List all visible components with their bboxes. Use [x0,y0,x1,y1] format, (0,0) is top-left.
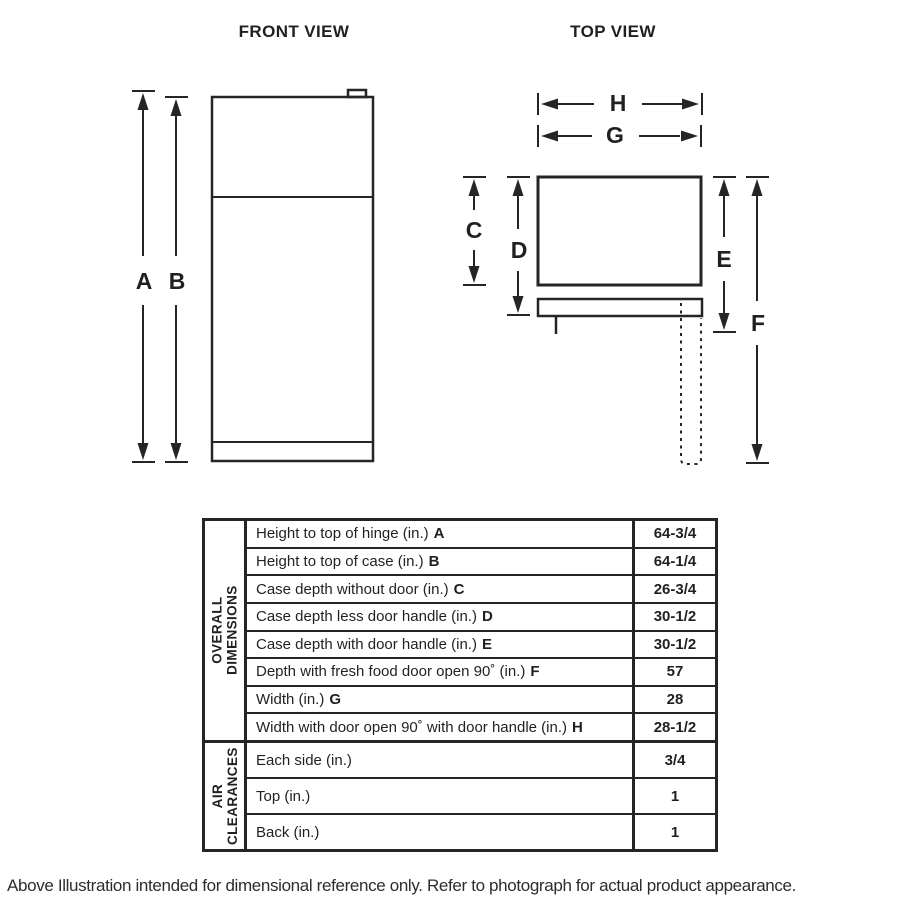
dim-label-B: B [168,268,186,294]
dim-H [538,90,702,116]
row-label: Each side (in.) [256,751,352,769]
section-header-line1: AIR [209,783,225,809]
row-value: 26-3/4 [653,580,697,598]
open-door-dashed-outline [681,303,701,464]
table-row [247,743,715,779]
door-outline-top [538,299,702,316]
row-value: 1 [670,823,680,841]
table-row [247,521,715,549]
row-value: 30-1/2 [653,635,697,653]
dimensions-table [202,518,718,852]
table-row [247,714,715,740]
dim-label-E: E [716,246,732,272]
footnote-text: Above Illustration intended for dimensional reference only. Refer to photograph for actual product appearance. [7,876,797,895]
arrow-down-icon [171,443,182,460]
table-row [247,815,715,849]
row-label: Width (in.) [256,691,325,709]
arrow-down-icon [138,443,149,460]
table-row [247,659,715,687]
dim-label-H: H [609,90,627,116]
row-value: 28-1/2 [653,718,697,736]
arrow-down-icon [719,313,730,330]
case-outline-top [538,177,701,285]
dim-label-A: A [135,268,153,294]
dim-G [538,122,701,148]
table-row [247,604,715,632]
row-value: 64-1/4 [653,552,697,570]
arrow-right-icon [681,131,698,142]
arrow-up-icon [513,179,524,196]
row-label: Case depth without door (in.) [256,580,449,598]
row-dim-letter: A [433,525,445,543]
row-value: 64-3/4 [653,525,697,543]
arrow-up-icon [469,179,480,196]
arrow-up-icon [752,179,763,196]
dim-label-D: D [510,237,528,263]
row-dim-letter: F [530,663,540,681]
section-header-line1: OVERALL [209,596,225,665]
table-row [247,576,715,604]
arrow-right-icon [682,99,699,110]
hinge-detail [348,90,366,97]
table-row [247,632,715,660]
air-clearances-header [205,743,247,849]
overall-dimensions-section [205,521,715,743]
section-header-line2: DIMENSIONS [224,585,240,676]
row-label: Back (in.) [256,823,320,841]
row-dim-letter: G [329,691,342,709]
arrow-down-icon [469,266,480,283]
arrow-down-icon [513,296,524,313]
table-row [247,687,715,715]
arrow-down-icon [752,444,763,461]
dim-C [463,177,486,285]
dim-label-G: G [606,122,624,148]
dim-label-C: C [465,217,483,243]
row-dim-letter: C [453,580,465,598]
section-header-line2: CLEARANCES [224,747,240,845]
overall-dimensions-header [205,521,247,740]
dim-label-F: F [750,310,766,336]
row-dim-letter: E [481,635,492,653]
row-label: Height to top of case (in.) [256,552,424,570]
front-view-drawing [132,90,373,462]
row-label: Case depth less door handle (in.) [256,608,477,626]
arrow-up-icon [138,93,149,110]
front-view-title: FRONT VIEW [238,22,350,41]
row-value: 1 [670,787,680,805]
dim-E [713,177,736,332]
row-dim-letter: B [428,552,440,570]
fridge-outline [212,97,373,461]
top-view-title: TOP VIEW [570,22,656,41]
arrow-left-icon [541,99,558,110]
row-label: Depth with fresh food door open 90˚ (in.) [256,663,526,681]
arrow-left-icon [541,131,558,142]
row-value: 3/4 [664,751,686,769]
dim-B [165,97,188,462]
row-label: Top (in.) [256,787,311,805]
arrow-up-icon [719,179,730,196]
air-clearances-section [205,743,715,849]
row-label: Case depth with door handle (in.) [256,635,477,653]
row-value: 30-1/2 [653,608,697,626]
dim-F [746,177,769,463]
arrow-up-icon [171,99,182,116]
table-row [247,779,715,815]
table-row [247,549,715,577]
top-view-drawing [463,90,769,464]
row-value: 57 [666,663,684,681]
dim-A [132,91,155,462]
row-label: Width with door open 90˚ with door handle (in.) [256,718,568,736]
row-value: 28 [666,691,684,709]
row-dim-letter: D [481,608,493,626]
row-label: Height to top of hinge (in.) [256,525,429,543]
dim-D [507,177,530,315]
row-dim-letter: H [572,718,583,736]
